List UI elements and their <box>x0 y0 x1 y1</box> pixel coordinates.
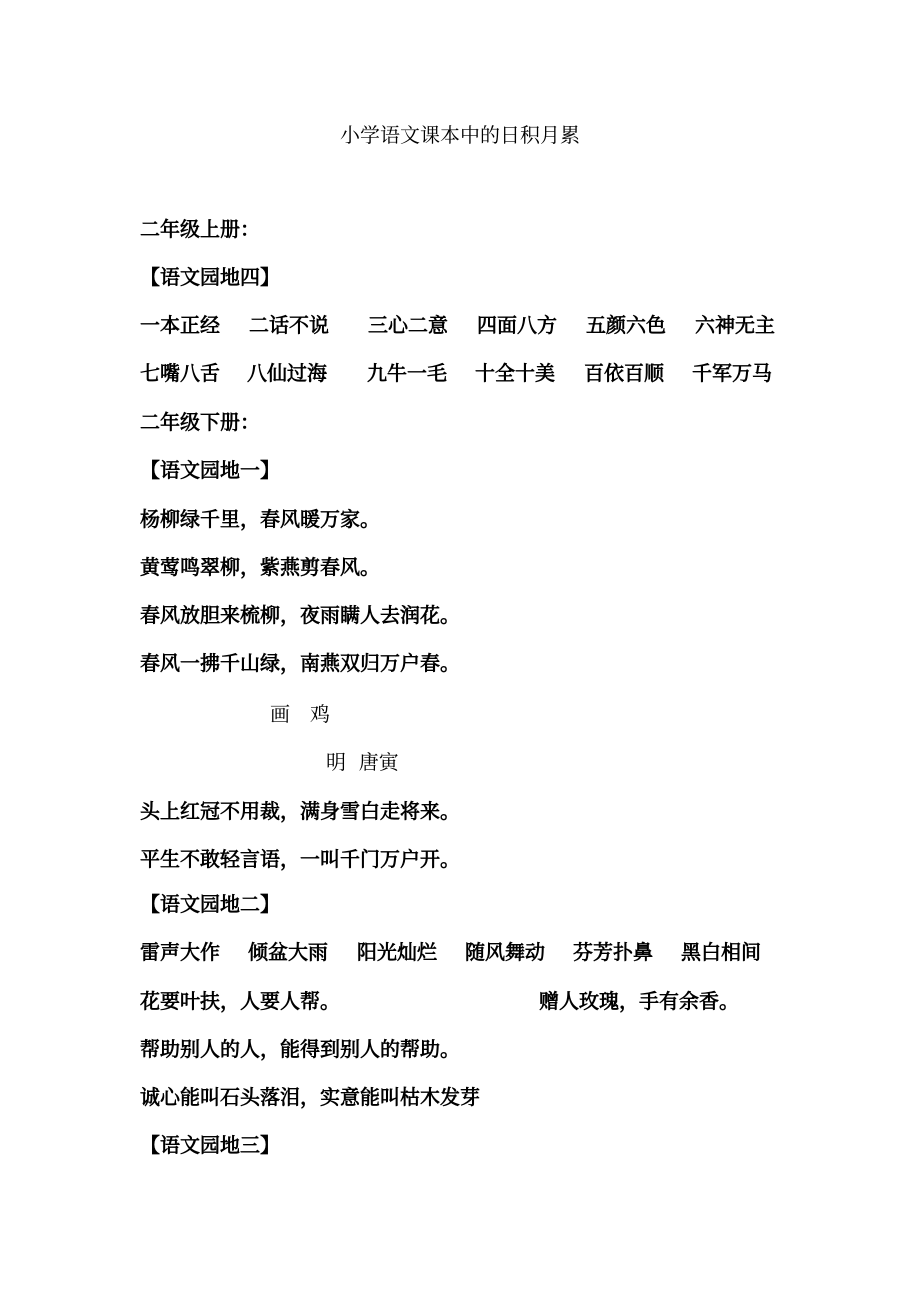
poem-line: 平生不敢轻言语，一叫千门万户开。 <box>140 847 460 871</box>
verse-line: 春风一拂千山绿，南燕双归万户春。 <box>140 651 460 675</box>
grade2-lower-heading: 二年级下册： <box>140 410 260 434</box>
section-label-garden3: 【语文园地三】 <box>140 1133 280 1157</box>
idiom-item: 五颜六色 <box>586 313 666 337</box>
idiom-item: 二话不说 <box>249 313 329 337</box>
grade2-upper-heading: 二年级上册： <box>140 217 260 241</box>
idiom-item: 七嘴八舌 <box>140 361 220 385</box>
idiom-item: 六神无主 <box>695 313 775 337</box>
poem-author: 明 唐寅 <box>326 750 399 774</box>
poem-line: 头上红冠不用裁，满身雪白走将来。 <box>140 799 460 823</box>
word-item: 随风舞动 <box>465 940 545 964</box>
proverb-right: 赠人玫瑰，手有余香。 <box>539 989 739 1013</box>
word-item: 雷声大作 <box>140 940 220 964</box>
proverb-line: 诚心能叫石头落泪，实意能叫枯木发芽 <box>140 1085 480 1109</box>
section-label-garden4: 【语文园地四】 <box>140 265 280 289</box>
idiom-item: 十全十美 <box>475 361 555 385</box>
poem-title: 画 鸡 <box>270 702 330 726</box>
word-item: 阳光灿烂 <box>357 940 437 964</box>
idiom-item: 三心二意 <box>368 313 448 337</box>
word-item: 黑白相间 <box>681 940 761 964</box>
idiom-item: 百依百顺 <box>584 361 664 385</box>
verse-line: 黄莺鸣翠柳，紫燕剪春风。 <box>140 555 380 579</box>
idiom-item: 九牛一毛 <box>367 361 447 385</box>
page-title: 小学语文课本中的日积月累 <box>340 123 580 147</box>
idiom-item: 四面八方 <box>477 313 557 337</box>
proverb-line: 帮助别人的人，能得到别人的帮助。 <box>140 1037 460 1061</box>
idiom-item: 千军万马 <box>692 361 772 385</box>
word-item: 倾盆大雨 <box>248 940 328 964</box>
word-item: 芬芳扑鼻 <box>573 940 653 964</box>
verse-line: 杨柳绿千里，春风暖万家。 <box>140 507 380 531</box>
idiom-item: 一本正经 <box>140 313 220 337</box>
verse-line: 春风放胆来梳柳，夜雨瞒人去润花。 <box>140 603 460 627</box>
proverb-left: 花要叶扶，人要人帮。 <box>140 989 340 1013</box>
section-label-garden1: 【语文园地一】 <box>140 458 280 482</box>
section-label-garden2: 【语文园地二】 <box>140 892 280 916</box>
idiom-item: 八仙过海 <box>247 361 327 385</box>
